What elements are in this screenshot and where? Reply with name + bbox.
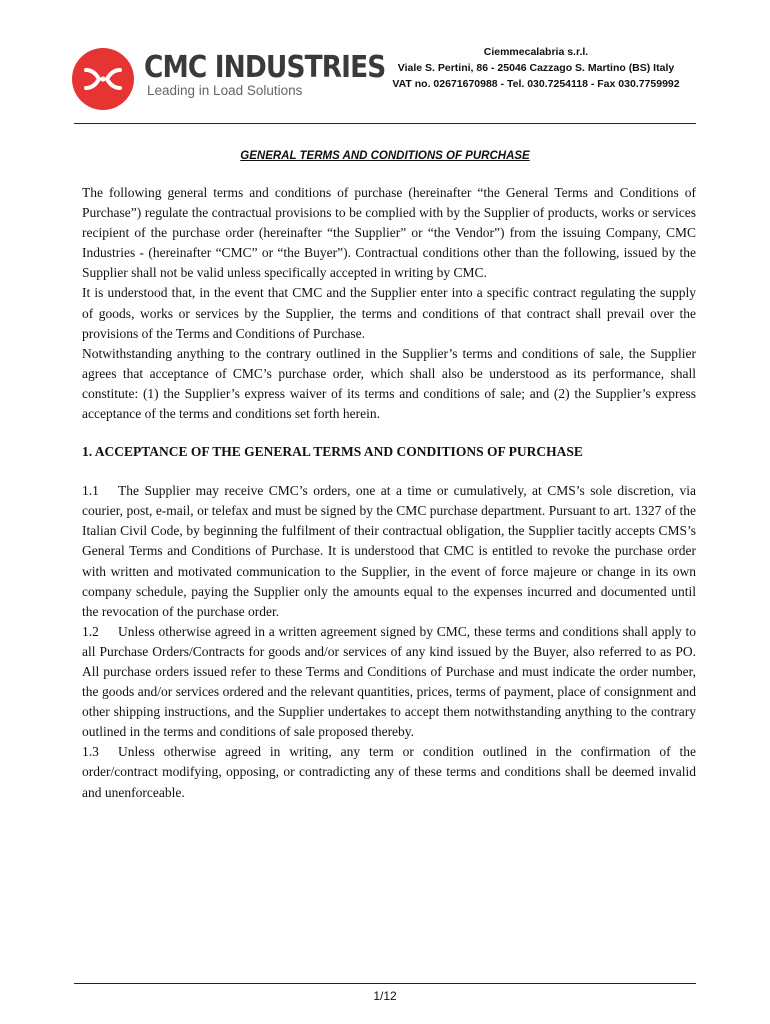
header-divider xyxy=(74,123,696,124)
clause-text: Unless otherwise agreed in a written agreement signed by CMC, these terms and conditions shall apply to all Purchase Orders/Contracts for goods and/or services of any kind issued by the Buyer, also referred to as PO. All purchase orders issued refer to these Terms and Conditions of Purchase and must indicate the order number, the goods and/or services ordered and the relevant quantities, prices, terms of payment, place of consignment and other shipping instructions, and the Supplier undertakes to accept them notwithstanding anything to the contrary outlined in the terms and conditions of sale proposed thereby. xyxy=(82,623,696,740)
page-number: 1/12 xyxy=(373,989,397,1003)
document-body xyxy=(82,183,696,803)
company-contacts: VAT no. 02671670988 - Tel. 030.7254118 - Fax 030.7759992 xyxy=(392,78,680,90)
cmc-logo-icon xyxy=(72,48,134,110)
intro-paragraph: It is understood that, in the event that CMC and the Supplier enter into a specific contract regulating the supply of goods, works or services by the Supplier, the terms and conditions of that contract shall prevail over the provisions of the Terms and Conditions of Purchase. xyxy=(82,285,696,341)
intro-paragraph: Notwithstanding anything to the contrary outlined in the Supplier’s terms and conditions of sale, the Supplier agrees that acceptance of CMC’s purchase order, which shall also be understood as its performance, shall constitute: (1) the Supplier’s express waiver of its terms and conditions of sale; and (2) the Supplier’s express acceptance of the terms and conditions set forth herein. xyxy=(82,345,696,422)
clause-text: The Supplier may receive CMC’s orders, one at a time or cumulatively, at CMS’s sole discretion, via courier, post, e-mail, or telefax and must be signed by the CMC purchase department. Pursuant to art. 1327 of the Italian Civil Code, by beginning the fulfilment of their contractual obligation, the Supplier tacitly accepts CMS’s General Terms and Conditions of Purchase. It is understood that CMC is entitled to revoke the purchase order with written and motivated communication to the Supplier, in the event of force majeure or change in its own company schedule, paying the Supplier only the amounts equal to the expenses incurred and documented until the revocation of the purchase order. xyxy=(82,483,696,619)
clause-text: Unless otherwise agreed in writing, any term or condition outlined in the confirmation of the order/contract modifying, opposing, or contradicting any of these terms and conditions shall be deemed invalid and unenforceable. xyxy=(82,744,696,800)
clause-1-3 xyxy=(82,742,696,802)
document-title: GENERAL TERMS AND CONDITIONS OF PURCHASE xyxy=(240,150,530,162)
clause-1-1 xyxy=(82,481,696,622)
clause-number: 1.2 xyxy=(82,623,99,639)
intro-paragraph: The following general terms and conditions of purchase (hereinafter “the General Terms and Conditions of Purchase”) regulate the contractual provisions to be complied with by the Supplier of products, works or services recipient of the purchase order (hereinafter “the Supplier” or “the Vendor”) from the issuing Company, CMC Industries - (hereinafter “CMC” or “the Buyer”). Contractual conditions other than the following, issued by the Supplier shall not be valid unless specifically accepted in writing by CMC. xyxy=(82,185,696,281)
clause-number: 1.3 xyxy=(82,744,99,760)
logo-name: CMC INDUSTRIES xyxy=(144,50,386,85)
section-heading: 1. ACCEPTANCE OF THE GENERAL TERMS AND CONDITIONS OF PURCHASE xyxy=(82,444,583,460)
company-name: Ciemmecalabria s.r.l. xyxy=(483,46,589,58)
company-address: Viale S. Pertini, 86 - 25046 Cazzago S. Martino (BS) Italy xyxy=(397,62,675,74)
clause-number: 1.1 xyxy=(82,483,99,499)
footer-divider xyxy=(74,983,696,984)
logo-tagline: Leading in Load Solutions xyxy=(147,83,303,98)
clause-1-2 xyxy=(82,622,696,743)
company-address-block xyxy=(383,44,689,92)
company-logo xyxy=(72,46,386,110)
